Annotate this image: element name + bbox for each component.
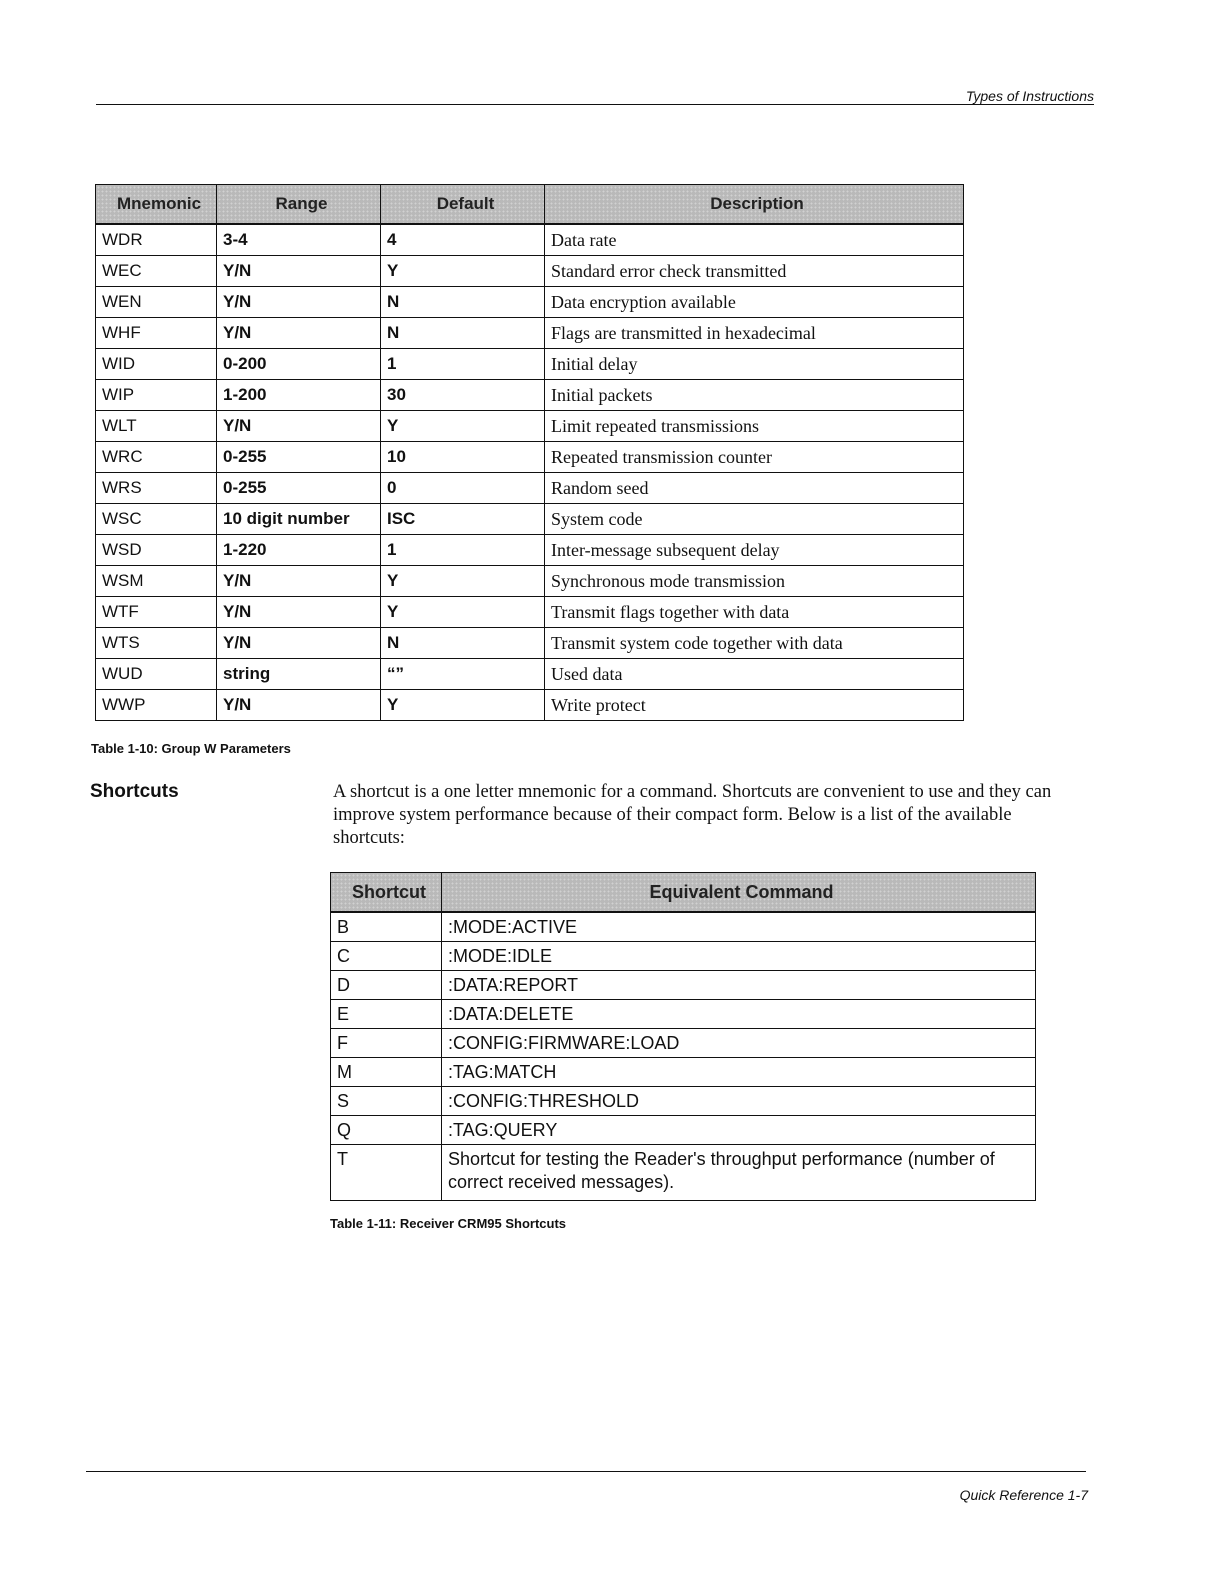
table-row: [96, 566, 964, 597]
table-header-row: [331, 873, 1036, 913]
command-cell: Shortcut for testing the Reader's throughput performance (number of correct received messages).: [442, 1145, 1036, 1201]
default-cell: Y: [381, 411, 545, 442]
command-cell: :MODE:ACTIVE: [442, 912, 1036, 942]
table-row: [96, 287, 964, 318]
table-row: [331, 1058, 1036, 1087]
shortcut-cell: T: [331, 1145, 442, 1201]
mnemonic-cell: WUD: [96, 659, 217, 690]
default-cell: 0: [381, 473, 545, 504]
column-header-equivalent-command: Equivalent Command: [442, 873, 1036, 913]
table-row: [331, 1000, 1036, 1029]
range-cell: Y/N: [217, 256, 381, 287]
description-cell: Initial packets: [545, 380, 964, 411]
table-row: [331, 942, 1036, 971]
range-cell: Y/N: [217, 597, 381, 628]
mnemonic-cell: WTS: [96, 628, 217, 659]
mnemonic-cell: WWP: [96, 690, 217, 721]
table-row: [96, 690, 964, 721]
default-cell: ISC: [381, 504, 545, 535]
description-cell: Flags are transmitted in hexadecimal: [545, 318, 964, 349]
table-row: [96, 535, 964, 566]
range-cell: 10 digit number: [217, 504, 381, 535]
mnemonic-cell: WLT: [96, 411, 217, 442]
command-cell: :TAG:MATCH: [442, 1058, 1036, 1087]
table-row: [331, 912, 1036, 942]
default-cell: N: [381, 287, 545, 318]
command-cell: :DATA:REPORT: [442, 971, 1036, 1000]
shortcut-cell: C: [331, 942, 442, 971]
range-cell: 3-4: [217, 224, 381, 256]
description-cell: Synchronous mode transmission: [545, 566, 964, 597]
command-cell: :CONFIG:THRESHOLD: [442, 1087, 1036, 1116]
section-heading: Shortcuts: [90, 781, 179, 802]
default-cell: N: [381, 628, 545, 659]
shortcut-cell: S: [331, 1087, 442, 1116]
range-cell: 0-255: [217, 442, 381, 473]
description-cell: Transmit flags together with data: [545, 597, 964, 628]
shortcut-cell: E: [331, 1000, 442, 1029]
command-cell: :MODE:IDLE: [442, 942, 1036, 971]
description-cell: System code: [545, 504, 964, 535]
range-cell: Y/N: [217, 690, 381, 721]
running-header-title: Types of Instructions: [965, 88, 1094, 104]
shortcut-cell: Q: [331, 1116, 442, 1145]
table-caption: Table 1-11: Receiver CRM95 Shortcuts: [330, 1216, 567, 1231]
table-row: [96, 411, 964, 442]
range-cell: Y/N: [217, 628, 381, 659]
default-cell: “”: [381, 659, 545, 690]
description-cell: Data rate: [545, 224, 964, 256]
description-cell: Data encryption available: [545, 287, 964, 318]
mnemonic-cell: WDR: [96, 224, 217, 256]
shortcut-cell: B: [331, 912, 442, 942]
table-row: [96, 349, 964, 380]
command-cell: :TAG:QUERY: [442, 1116, 1036, 1145]
mnemonic-cell: WTF: [96, 597, 217, 628]
mnemonic-cell: WEC: [96, 256, 217, 287]
table-row: [331, 971, 1036, 1000]
table-caption: Table 1-10: Group W Parameters: [91, 741, 291, 756]
description-cell: Used data: [545, 659, 964, 690]
default-cell: 10: [381, 442, 545, 473]
table-row: [96, 318, 964, 349]
shortcut-cell: M: [331, 1058, 442, 1087]
range-cell: string: [217, 659, 381, 690]
table-row: [96, 224, 964, 256]
default-cell: 1: [381, 535, 545, 566]
range-cell: Y/N: [217, 566, 381, 597]
table-row: [96, 442, 964, 473]
range-cell: 1-200: [217, 380, 381, 411]
table-row: [96, 504, 964, 535]
table-row: [331, 1145, 1036, 1201]
description-cell: Repeated transmission counter: [545, 442, 964, 473]
table-row: [96, 628, 964, 659]
table-row: [96, 473, 964, 504]
range-cell: 0-200: [217, 349, 381, 380]
table-header-row: [96, 185, 964, 225]
table-row: [96, 659, 964, 690]
shortcuts-table: [330, 872, 1036, 1201]
table-row: [331, 1087, 1036, 1116]
range-cell: Y/N: [217, 287, 381, 318]
default-cell: N: [381, 318, 545, 349]
column-header-shortcut: Shortcut: [331, 873, 442, 913]
default-cell: Y: [381, 597, 545, 628]
default-cell: 1: [381, 349, 545, 380]
table-row: [331, 1029, 1036, 1058]
column-header-description: Description: [545, 185, 964, 225]
section-body-text: A shortcut is a one letter mnemonic for a command. Shortcuts are convenient to use and they can improve system performance because of their compact form. Below is a list of the available shortcuts:: [333, 782, 1052, 848]
mnemonic-cell: WSD: [96, 535, 217, 566]
mnemonic-cell: WSM: [96, 566, 217, 597]
mnemonic-cell: WIP: [96, 380, 217, 411]
default-cell: Y: [381, 566, 545, 597]
description-cell: Write protect: [545, 690, 964, 721]
range-cell: 1-220: [217, 535, 381, 566]
command-cell: :CONFIG:FIRMWARE:LOAD: [442, 1029, 1036, 1058]
mnemonic-cell: WID: [96, 349, 217, 380]
default-cell: 30: [381, 380, 545, 411]
range-cell: Y/N: [217, 411, 381, 442]
description-cell: Limit repeated transmissions: [545, 411, 964, 442]
default-cell: Y: [381, 256, 545, 287]
description-cell: Initial delay: [545, 349, 964, 380]
mnemonic-cell: WRS: [96, 473, 217, 504]
group-w-parameters-table: [95, 184, 964, 721]
range-cell: Y/N: [217, 318, 381, 349]
column-header-mnemonic: Mnemonic: [96, 185, 217, 225]
description-cell: Random seed: [545, 473, 964, 504]
column-header-range: Range: [217, 185, 381, 225]
shortcut-cell: D: [331, 971, 442, 1000]
description-cell: Standard error check transmitted: [545, 256, 964, 287]
mnemonic-cell: WRC: [96, 442, 217, 473]
header-rule: [96, 104, 1094, 105]
column-header-default: Default: [381, 185, 545, 225]
default-cell: 4: [381, 224, 545, 256]
table-row: [96, 380, 964, 411]
mnemonic-cell: WHF: [96, 318, 217, 349]
table-row: [96, 597, 964, 628]
command-cell: :DATA:DELETE: [442, 1000, 1036, 1029]
page-footer: Quick Reference 1-7: [959, 1487, 1088, 1503]
default-cell: Y: [381, 690, 545, 721]
shortcut-cell: F: [331, 1029, 442, 1058]
description-cell: Transmit system code together with data: [545, 628, 964, 659]
mnemonic-cell: WEN: [96, 287, 217, 318]
footer-rule: [86, 1471, 1086, 1472]
range-cell: 0-255: [217, 473, 381, 504]
description-cell: Inter-message subsequent delay: [545, 535, 964, 566]
mnemonic-cell: WSC: [96, 504, 217, 535]
table-row: [331, 1116, 1036, 1145]
table-row: [96, 256, 964, 287]
